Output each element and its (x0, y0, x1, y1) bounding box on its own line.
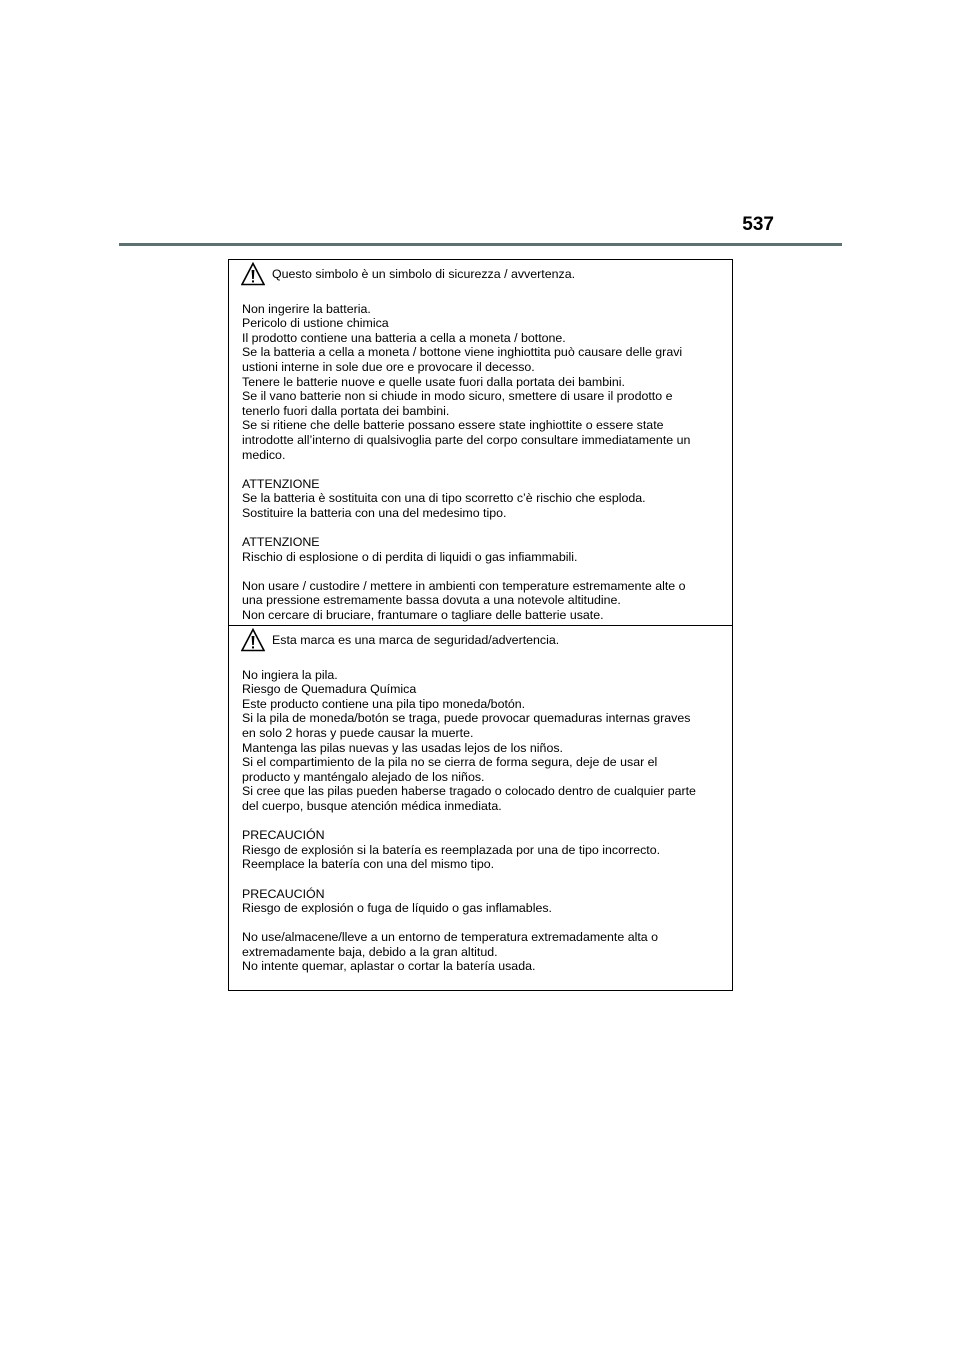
spanish-caution-2: PRECAUCIÓN Riesgo de explosión o fuga de líquido o gas inflamables. (242, 886, 552, 916)
italian-section (229, 260, 732, 625)
spanish-intro: No ingiera la pila. Riesgo de Quemadura Química Este producto contiene una pila tipo moneda/botón. Si la pila de moneda/botón se traga, puede provocar quemaduras internas graves en solo 2 horas y puede causar la muerte. Mantenga las pilas nuevas y las usadas lejos de los niños. Si el compartimiento de la pila no se cierra de forma segura, deje de usar el producto y manténgalo alejado de los niños. Si cree que las pilas pueden haberse tragado o colocado dentro de cualquier parte del cuerpo, busque atención médica inmediata. (242, 667, 696, 813)
battery-warning-box (228, 259, 733, 991)
italian-caution-1: ATTENZIONE Se la batteria è sostituita con una di tipo scorretto c’è rischio che esploda. Sostituire la batteria con una del medesimo tipo. (242, 476, 646, 520)
italian-intro: Non ingerire la batteria. Pericolo di ustione chimica Il prodotto contiene una batteria a cella a moneta / bottone. Se la batteria a cella a moneta / bottone viene inghiottita può causare delle gravi ustioni interne in sole due ore e provocare il decesso. Tenere le batterie nuove e quelle usate fuori dalla portata dei bambini. Se il vano batterie non si chiude in modo sicuro, smettere di usare il prodotto e tenerlo fuori dalla portata dei bambini. Se si ritiene che delle batterie possano essere state inghiottite o essere state introdotte all’interno di qualsivoglia parte del corpo consultare immediatamente un medico. (242, 301, 691, 462)
italian-caution-2: ATTENZIONE Rischio di esplosione o di perdita di liquidi o gas infiammabili. (242, 535, 578, 564)
spanish-section (229, 626, 732, 990)
page-number: 537 (742, 214, 774, 235)
spanish-closing: No use/almacene/lleve a un entorno de temperatura extremadamente alta o extremadamente baja, debido a la gran altitud. No intente quemar, aplastar o cortar la batería usada. (242, 930, 659, 974)
italian-closing: Non usare / custodire / mettere in ambienti con temperature estremamente alte o una pressione estremamente bassa dovuta a una notevole altitudine. Non cercare di bruciare, frantumare o tagliare delle batterie usate. (242, 578, 686, 623)
italian-symbol-row (242, 261, 720, 287)
spanish-symbol-note: Esta marca es una marca de seguridad/advertencia. (272, 632, 560, 647)
header-rule (119, 243, 842, 246)
spanish-symbol-row (242, 627, 720, 653)
italian-symbol-note: Questo simbolo è un simbolo di sicurezza / avvertenza. (272, 266, 576, 281)
warning-triangle-icon (241, 262, 265, 286)
warning-triangle-icon (241, 628, 265, 652)
spanish-caution-1: PRECAUCIÓN Riesgo de explosión si la batería es reemplazada por una de tipo incorrecto. Reemplace la batería con una del mismo tipo. (242, 828, 661, 872)
